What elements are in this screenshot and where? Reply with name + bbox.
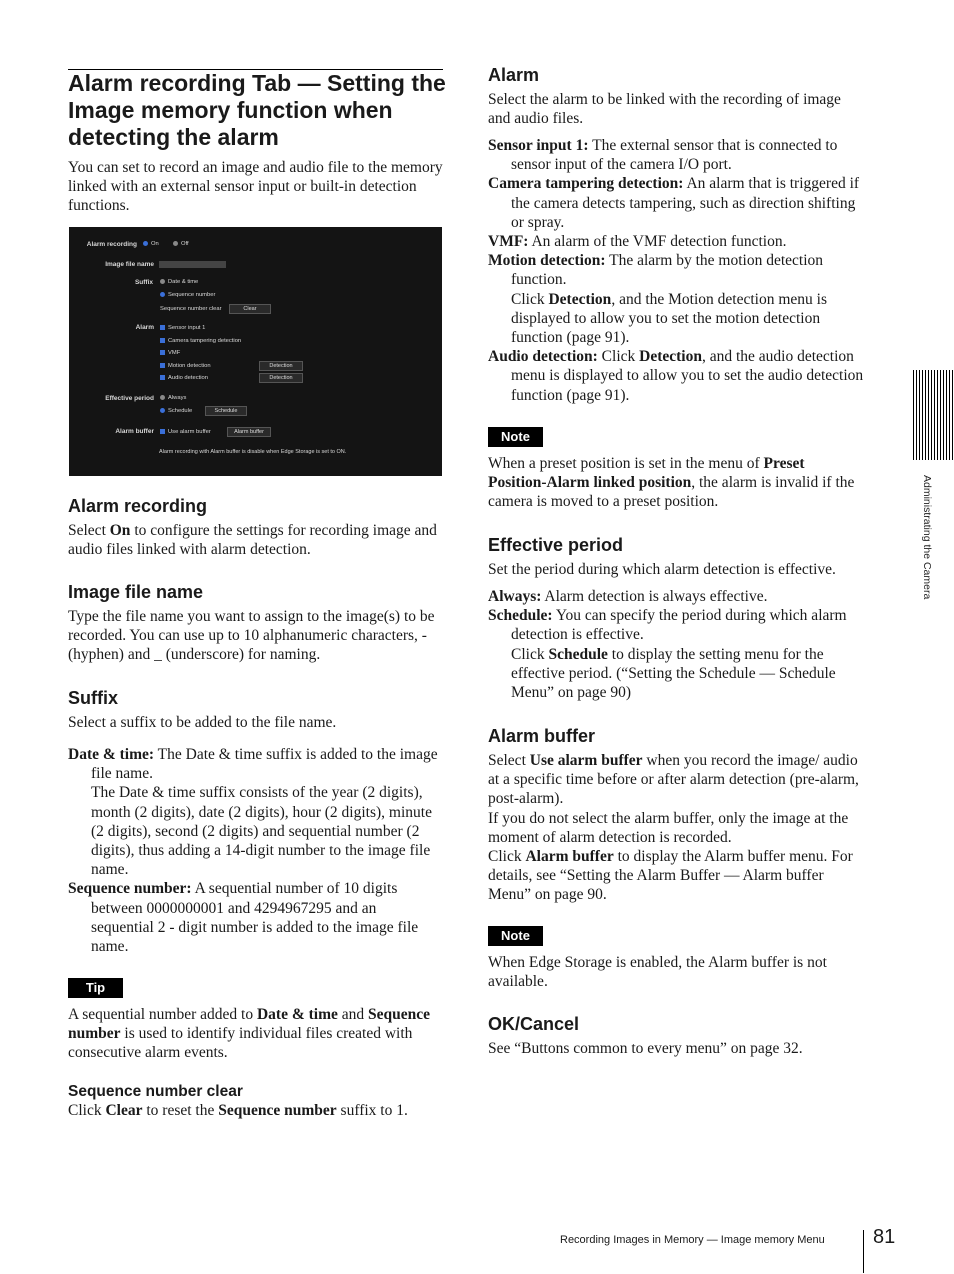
ok-cancel-text: See “Buttons common to every menu” on page 32.: [488, 1040, 803, 1057]
shot-always-radio: Always: [160, 395, 186, 401]
settings-screenshot: [69, 227, 442, 476]
motion-detection-detail: Click Detection, and the Motion detection menu is displayed to allow you to set the motion detection function (page 91).: [511, 290, 827, 347]
intro-text: You can set to record an image and audio file to the memory linked with an external sensor input or built-in detection functions.: [68, 159, 443, 215]
effective-period-intro: Set the period during which alarm detection is effective.: [488, 561, 836, 578]
suffix-intro: Select a suffix to be added to the file name.: [68, 714, 337, 731]
side-tab-marker: [913, 370, 953, 460]
alarm-buffer-para-3: Click Alarm buffer to display the Alarm buffer menu. For details, see “Setting the Alarm Buffer — Alarm buffer Menu” on page 90.: [488, 848, 853, 904]
shot-image-file-name-field: [159, 261, 226, 268]
suffix-options: [68, 745, 443, 956]
alarm-buffer-para-2: If you do not select the alarm buffer, only the image at the moment of alarm detection is recorded.: [488, 809, 849, 846]
effective-period-options: [488, 587, 866, 702]
footer-rule: [863, 1230, 864, 1273]
date-time-item: Date & time: The Date & time suffix is added to the image file name.: [68, 746, 438, 783]
shot-sensor-check: Sensor input 1: [160, 325, 205, 331]
seq-clear-text: Click Clear to reset the Sequence number suffix to 1.: [68, 1102, 408, 1119]
radio-on-icon: [143, 241, 148, 246]
checkbox-icon: [160, 338, 165, 343]
shot-motion-check: Motion detection: [160, 363, 211, 369]
always-item: Always: Alarm detection is always effective.: [488, 588, 768, 605]
ok-cancel-heading: OK/Cancel: [488, 1014, 580, 1034]
schedule-item: Schedule: You can specify the period during which alarm detection is effective.: [488, 607, 847, 644]
side-tab-label: Administrating the Camera: [921, 475, 933, 600]
shot-off-radio: Off: [173, 241, 189, 247]
tip-text: A sequential number added to Date & time and Sequence number is used to identify individual files created with consecutive alarm events.: [68, 1006, 431, 1062]
checkbox-icon: [160, 325, 165, 330]
checkbox-icon: [160, 363, 165, 368]
shot-on-radio: On: [143, 241, 159, 247]
image-file-name-heading: Image file name: [68, 582, 204, 602]
suffix-heading: Suffix: [68, 688, 119, 708]
alarm-options: [488, 136, 866, 405]
shot-alarm-recording-label: Alarm recording: [86, 241, 137, 248]
radio-icon: [160, 395, 165, 400]
note-text-1: When a preset position is set in the menu of Preset Position-Alarm linked position, the alarm is invalid if the camera is moved to a preset position.: [488, 455, 855, 511]
note-badge-1: Note: [488, 427, 543, 447]
page-title: Alarm recording Tab — Setting the Image memory function when detecting the alarm: [68, 70, 446, 150]
radio-selected-icon: [160, 292, 165, 297]
sequence-number-item: Sequence number: A sequential number of 10 digits between 0000000001 and 4294967295 and an sequential 2 - digit number is added to the image file name.: [68, 880, 419, 956]
shot-vmf-check: VMF: [160, 350, 180, 356]
shot-audio-check: Audio detection: [160, 375, 208, 381]
shot-schedule-button: Schedule: [205, 406, 247, 416]
effective-period-heading: Effective period: [488, 535, 624, 555]
date-time-detail: The Date & time suffix consists of the year (2 digits), month (2 digits), date (2 digits), hour (2 digits), minute (2 digits), second (2 digits) and sequential number (2 digits), thus adding a 14-digit number to the image file name.: [91, 784, 432, 879]
radio-icon: [160, 279, 165, 284]
alarm-buffer-text: [488, 751, 866, 905]
alarm-recording-text: Select On to configure the settings for recording image and audio files linked with alarm detection.: [68, 522, 437, 559]
tip-badge: Tip: [68, 978, 123, 998]
checkbox-icon: [160, 429, 165, 434]
sensor-input-item: Sensor input 1: The external sensor that is connected to sensor input of the camera I/O port.: [488, 137, 838, 174]
alarm-buffer-para-1: Select Use alarm buffer when you record the image/ audio at a specific time before or after alarm detection (pre-alarm, post-alarm).: [488, 752, 859, 808]
image-file-name-text: Type the file name you want to assign to the image(s) to be recorded. You can use up to 10 alphanumeric characters, - (hyphen) and _ (underscore) for naming.: [68, 608, 435, 664]
shot-date-time-radio: Date & time: [160, 279, 198, 285]
shot-alarm-buffer-button: Alarm buffer: [227, 427, 271, 437]
footer-text: Recording Images in Memory — Image memory Menu: [560, 1234, 825, 1246]
radio-selected-icon: [160, 408, 165, 413]
shot-effective-period-label: Effective period: [105, 395, 154, 402]
audio-detection-item: Audio detection: Click Detection, and the audio detection menu is displayed to allow you to set the audio detection function (page 91).: [488, 348, 864, 404]
shot-schedule-radio: Schedule: [160, 408, 192, 414]
alarm-heading: Alarm: [488, 65, 540, 85]
shot-notice: Alarm recording with Alarm buffer is disable when Edge Storage is set to ON.: [159, 449, 347, 455]
shot-audio-detection-button: Detection: [259, 373, 303, 383]
alarm-buffer-heading: Alarm buffer: [488, 726, 596, 746]
shot-alarm-buffer-label: Alarm buffer: [115, 428, 154, 435]
shot-tamper-check: Camera tampering detection: [160, 338, 241, 344]
shot-sequence-radio: Sequence number: [160, 292, 215, 298]
tampering-item: Camera tampering detection: An alarm that is triggered if the camera detects tampering, such as direction shifting or spray.: [488, 175, 860, 231]
seq-clear-heading: Sequence number clear: [68, 1083, 243, 1100]
shot-motion-detection-button: Detection: [259, 361, 303, 371]
page-number: 81: [873, 1226, 896, 1248]
shot-seq-clear-label: Sequence number clear: [160, 306, 222, 312]
shot-clear-button: Clear: [229, 304, 271, 314]
note-text-2: When Edge Storage is enabled, the Alarm buffer is not available.: [488, 954, 827, 991]
alarm-recording-heading: Alarm recording: [68, 496, 208, 516]
shot-use-alarm-buffer-check: Use alarm buffer: [160, 429, 211, 435]
checkbox-icon: [160, 350, 165, 355]
shot-alarm-label: Alarm: [135, 324, 154, 331]
shot-suffix-label: Suffix: [134, 279, 153, 286]
schedule-detail: Click Schedule to display the setting menu for the effective period. (“Setting the Schedule — Schedule Menu” on page 90): [511, 645, 836, 702]
vmf-item: VMF: An alarm of the VMF detection function.: [488, 233, 787, 251]
alarm-intro: Select the alarm to be linked with the recording of image and audio files.: [488, 91, 841, 128]
note-badge-2: Note: [488, 926, 543, 946]
shot-image-file-name-label: Image file name: [105, 261, 154, 268]
motion-detection-item: Motion detection: The alarm by the motion detection function.: [488, 252, 824, 289]
checkbox-icon: [160, 375, 165, 380]
radio-off-icon: [173, 241, 178, 246]
